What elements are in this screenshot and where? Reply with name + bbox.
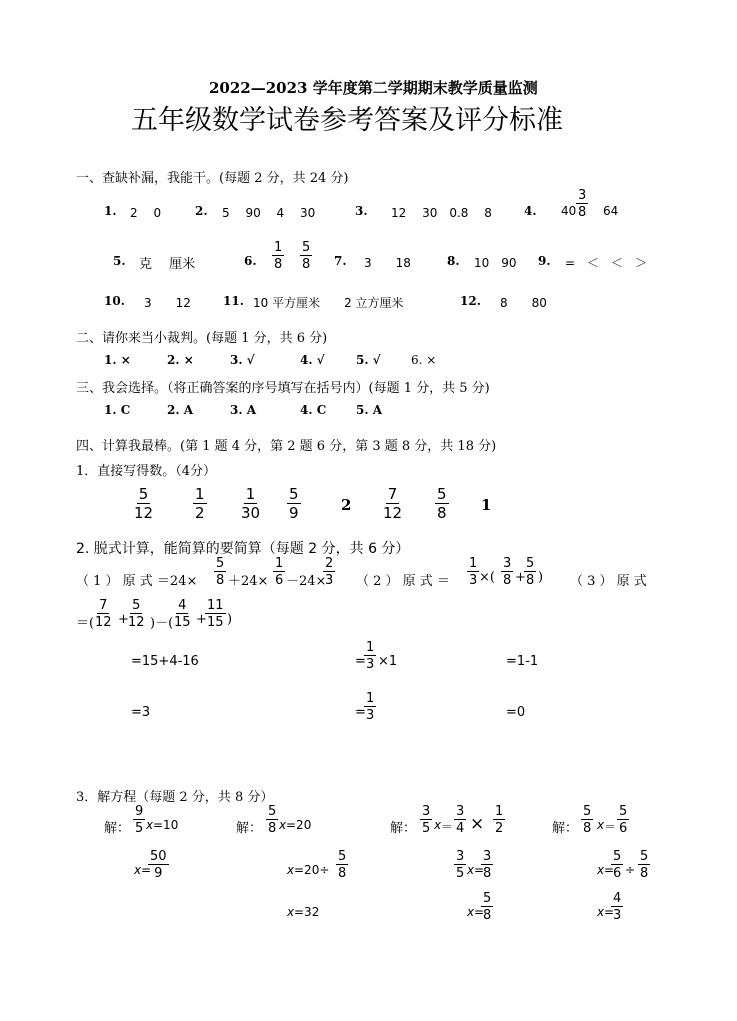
- calc-2-step-1-eq: =: [355, 654, 366, 669]
- calc-3-step-1: =1-1: [506, 654, 539, 669]
- eq-3-eq: ＝: [441, 820, 454, 834]
- numerator: 1: [495, 804, 504, 819]
- numerator: 1: [195, 485, 205, 503]
- q4-whole: 40: [561, 204, 577, 218]
- denominator: 3: [366, 657, 375, 672]
- eq-2-step-expr: =20÷: [294, 863, 330, 877]
- numerator: 4: [178, 598, 187, 613]
- eq-3-times: ×: [470, 814, 485, 834]
- q12-answer: 8 80: [500, 296, 547, 310]
- eq-1-rhs: =10: [153, 818, 179, 832]
- numerator: 3: [456, 804, 465, 819]
- denominator: 3: [325, 573, 334, 588]
- numerator: 3: [456, 849, 465, 864]
- denominator: 8: [503, 573, 512, 588]
- denominator: 12: [383, 504, 403, 522]
- denominator: 12: [128, 615, 145, 630]
- denominator: 5: [422, 821, 431, 836]
- eq-2-result-x: x: [287, 905, 295, 919]
- eq-4-step-div: ÷: [625, 863, 636, 877]
- calc-2-mid: ×(: [479, 570, 495, 585]
- numerator: 50: [150, 849, 167, 864]
- eq-4-result-eq: =: [604, 905, 615, 919]
- eq-2-step-fraction: [336, 850, 348, 880]
- denominator: 8: [274, 257, 283, 272]
- numerator: 9: [135, 804, 144, 819]
- numerator: 5: [613, 849, 622, 864]
- choice-answer-3: 3. A: [230, 403, 257, 417]
- eq-3-step-fraction-2: [481, 850, 493, 880]
- eq-4-fraction-2: [617, 805, 629, 835]
- q6-number: 6.: [244, 254, 257, 268]
- calc-2-plus: +: [515, 570, 526, 585]
- numerator: 2: [325, 556, 334, 571]
- numerator: 7: [387, 485, 398, 503]
- calc-2-step-1-times: ×1: [378, 654, 398, 669]
- denominator: 8: [338, 866, 347, 881]
- q6-fraction-1: [272, 241, 284, 271]
- q3-number: 3.: [355, 204, 368, 218]
- eq-2-fraction: [266, 805, 278, 835]
- calc-2-step-1-fraction: [364, 641, 376, 671]
- q7-number: 7.: [334, 254, 347, 268]
- numerator: 5: [526, 556, 535, 571]
- oral-answer-2: [193, 487, 207, 521]
- numerator: 3: [578, 188, 587, 203]
- numerator: 1: [275, 556, 284, 571]
- page-title: 五年级数学试卷参考答案及评分标准: [131, 105, 563, 136]
- part-3-title: 3．解方程（每题 2 分，共 8 分）: [76, 790, 274, 805]
- eq-3-result-x: x: [467, 905, 475, 919]
- denominator: 9: [289, 504, 299, 522]
- numerator: 1: [245, 485, 256, 503]
- eq-4-step-x: x: [597, 863, 605, 877]
- numerator: 1: [366, 691, 375, 706]
- calc-3-step-2: =0: [506, 705, 526, 720]
- calc-3-plus: +: [118, 612, 129, 627]
- calc-3-mid: )－(: [150, 616, 174, 631]
- eq-4-result-x: x: [597, 905, 605, 919]
- eq-2-step-x: x: [287, 863, 295, 877]
- numerator: 5: [302, 240, 311, 255]
- eq-1-step-eq: =: [141, 863, 152, 877]
- denominator: 6: [613, 866, 622, 881]
- numerator: 11: [207, 598, 224, 613]
- denominator: 8: [216, 573, 225, 588]
- denominator: 3: [469, 573, 478, 588]
- calc-1-fraction-2: [273, 557, 285, 587]
- section-1-heading: 一、查缺补漏，我能干。(每题 2 分，共 24 分): [76, 171, 349, 186]
- eq-4-step-fraction-2: [638, 850, 650, 880]
- section-2-heading: 二、请你来当小裁判。(每题 1 分，共 6 分): [76, 331, 328, 346]
- eq-4-label: 解：: [552, 821, 579, 836]
- denominator: 9: [154, 866, 163, 881]
- numerator: 3: [483, 849, 492, 864]
- denominator: 30: [241, 504, 261, 522]
- denominator: 6: [619, 821, 628, 836]
- numerator: 5: [268, 804, 277, 819]
- denominator: 8: [583, 821, 592, 836]
- eq-3-label: 解：: [390, 821, 417, 836]
- calc-3-fraction-3: [174, 599, 191, 629]
- eq-3-step-x: x: [467, 863, 475, 877]
- choice-answer-1: 1. C: [104, 403, 131, 417]
- numerator: 5: [583, 804, 592, 819]
- calc-3-end: ): [227, 612, 233, 627]
- denominator: 5: [456, 866, 465, 881]
- eq-2-label: 解：: [236, 821, 263, 836]
- q10-answer: 3 12: [144, 296, 191, 310]
- q3-answer: 12 30 0.8 8: [391, 206, 492, 220]
- eq-1-x: x: [146, 818, 154, 832]
- denominator: 3: [366, 708, 375, 723]
- numerator: 5: [132, 598, 141, 613]
- calc-1-step-2: =3: [131, 705, 151, 720]
- calc-1-mid2: －24×: [286, 574, 327, 589]
- numerator: 5: [437, 485, 447, 503]
- eq-3-fraction-3: [493, 805, 505, 835]
- numerator: 5: [289, 485, 299, 503]
- eq-1-step-fraction: [148, 850, 169, 880]
- denominator: 8: [483, 866, 492, 881]
- numerator: 5: [640, 849, 649, 864]
- q8-number: 8.: [447, 254, 460, 268]
- eq-4-eq: ＝: [604, 820, 617, 834]
- judge-answer-6: 6. ×: [411, 353, 437, 367]
- numerator: 1: [366, 640, 375, 655]
- q6-fraction-2: [300, 241, 312, 271]
- q2-number: 2.: [195, 204, 208, 218]
- denominator: 8: [640, 866, 649, 881]
- calc-2-step-2-eq: =: [355, 705, 366, 720]
- eq-4-fraction-1: [581, 805, 593, 835]
- numerator: 3: [503, 556, 512, 571]
- q1-number: 1.: [104, 204, 117, 218]
- eq-1-fraction: [133, 805, 145, 835]
- denominator: 2: [495, 821, 504, 836]
- choice-answer-5: 5. A: [356, 403, 383, 417]
- oral-answer-8: 1: [481, 496, 492, 514]
- calc-1-fraction-1: [214, 557, 226, 587]
- denominator: 15: [207, 615, 224, 630]
- numerator: 1: [274, 240, 283, 255]
- oral-answer-5: 2: [341, 496, 352, 514]
- numerator: 5: [216, 556, 225, 571]
- q5-number: 5.: [113, 254, 126, 268]
- calc-3-fraction-4: [205, 599, 226, 629]
- eq-1-label: 解：: [104, 821, 131, 836]
- denominator: 12: [134, 504, 154, 522]
- eq-2-x: x: [279, 818, 287, 832]
- oral-answer-6: [383, 487, 402, 521]
- numerator: 4: [613, 891, 622, 906]
- denominator: 8: [526, 573, 535, 588]
- calc-1-mid: ＋24×: [228, 574, 269, 589]
- denominator: 8: [268, 821, 277, 836]
- eq-3-result-eq: =: [474, 905, 485, 919]
- q11-number: 11.: [223, 294, 244, 308]
- denominator: 6: [275, 573, 284, 588]
- calc-1-fraction-3: [323, 557, 335, 587]
- q11-answer: 10 平方厘米 2 立方厘米: [253, 296, 404, 310]
- judge-answer-3: 3. √: [230, 353, 255, 367]
- q9-answer: = ＜ ＜ ＞: [565, 256, 648, 270]
- numerator: 7: [99, 598, 108, 613]
- denominator: 4: [456, 821, 465, 836]
- calc-1-label: （ 1 ） 原 式 ＝24×: [76, 574, 198, 589]
- denominator: 15: [174, 615, 191, 630]
- eq-2-rhs: =20: [286, 818, 312, 832]
- denominator: 8: [437, 504, 447, 522]
- choice-answer-4: 4. C: [300, 403, 327, 417]
- calc-3-fraction-1: [95, 599, 112, 629]
- eq-4-step-eq: =: [604, 863, 615, 877]
- oral-answer-3: [241, 487, 260, 521]
- oral-answer-4: [287, 487, 301, 521]
- calc-2-fraction-3: [524, 557, 536, 587]
- calc-2-end: ): [538, 570, 544, 585]
- exam-subtitle: 2022—2023 学年度第二学期期末教学质量监测: [209, 79, 538, 97]
- q4-fraction: [576, 189, 588, 219]
- eq-2-result: =32: [294, 905, 320, 919]
- eq-3-fraction-1: [420, 805, 432, 835]
- q1-answer: 2 0: [130, 206, 162, 220]
- judge-answer-1: 1. ×: [104, 353, 131, 367]
- numerator: 5: [483, 891, 492, 906]
- numerator: 1: [469, 556, 478, 571]
- eq-4-step-fraction-1: [611, 850, 623, 880]
- denominator: 5: [135, 821, 144, 836]
- q4-answer-b: 64: [603, 204, 619, 218]
- denominator: 3: [613, 908, 622, 923]
- numerator: 5: [619, 804, 628, 819]
- denominator: 8: [302, 257, 311, 272]
- numerator: 3: [422, 804, 431, 819]
- denominator: 8: [578, 205, 587, 220]
- denominator: 2: [195, 504, 205, 522]
- q5-answer: 克 厘米: [139, 257, 196, 272]
- eq-3-step-fraction-1: [454, 850, 466, 880]
- q2-answer: 5 90 4 30: [222, 206, 316, 220]
- numerator: 5: [338, 849, 347, 864]
- q7-answer: 3 18: [364, 256, 411, 270]
- judge-answer-2: 2. ×: [167, 353, 194, 367]
- eq-3-result-fraction: [481, 892, 493, 922]
- judge-answer-5: 5. √: [356, 353, 381, 367]
- section-4-heading: 四、计算我最棒。(第 1 题 4 分，第 2 题 6 分，第 3 题 8 分，共 18 分): [76, 439, 497, 454]
- calc-3-label: （ 3 ） 原 式: [570, 574, 647, 589]
- calc-2-fraction-1: [467, 557, 479, 587]
- calc-3-pre: ＝(: [76, 616, 95, 631]
- eq-4-result-fraction: [611, 892, 623, 922]
- calc-2-label: （ 2 ） 原 式 ＝: [356, 574, 450, 589]
- calc-3-plus2: +: [196, 612, 207, 627]
- q10-number: 10.: [104, 294, 125, 308]
- calc-2-fraction-2: [501, 557, 513, 587]
- calc-1-step-1: =15+4-16: [131, 654, 199, 669]
- q12-number: 12.: [460, 294, 481, 308]
- part-2-title: 2. 脱式计算，能简算的要简算（每题 2 分，共 6 分）: [76, 541, 410, 557]
- eq-3-fraction-2: [454, 805, 466, 835]
- q8-answer: 10 90: [474, 256, 517, 270]
- eq-3-x: x: [434, 818, 442, 832]
- q9-number: 9.: [538, 254, 551, 268]
- section-3-heading: 三、我会选择。（将正确答案的序号填写在括号内）(每题 1 分，共 5 分): [76, 381, 490, 396]
- part-1-title: 1．直接写得数。（4分）: [76, 464, 217, 479]
- q4-number: 4.: [524, 204, 537, 218]
- oral-answer-7: [435, 487, 449, 521]
- numerator: 5: [138, 485, 149, 503]
- choice-answer-2: 2. A: [167, 403, 194, 417]
- calc-2-step-2-fraction: [364, 692, 376, 722]
- denominator: 8: [483, 908, 492, 923]
- calc-3-fraction-2: [128, 599, 145, 629]
- denominator: 12: [95, 615, 112, 630]
- eq-1-step-x: x: [134, 863, 142, 877]
- eq-4-x: x: [597, 818, 605, 832]
- eq-3-step-eq: =: [474, 863, 485, 877]
- oral-answer-1: [134, 487, 153, 521]
- judge-answer-4: 4. √: [300, 353, 325, 367]
